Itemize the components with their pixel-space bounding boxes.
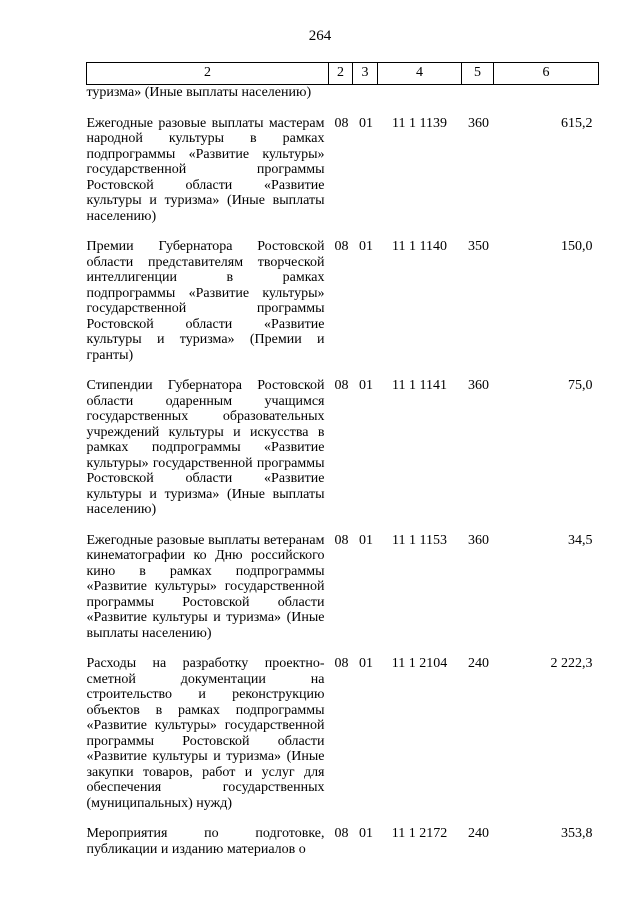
header-cell-amount: 6 xyxy=(494,63,599,85)
row-expense-type: 360 xyxy=(468,115,489,131)
row-amount: 353,8 xyxy=(561,826,593,841)
row-expense-type: 240 xyxy=(468,656,489,671)
page-number: 264 xyxy=(308,28,332,44)
header-cell-target-item: 4 xyxy=(378,63,462,85)
row-amount: 150,0 xyxy=(561,239,593,254)
row-section: 08 xyxy=(334,239,349,254)
row-subsection: 01 xyxy=(359,656,373,671)
row-expense-type: 360 xyxy=(468,378,489,393)
row-target-item: 11 1 2172 xyxy=(391,826,448,841)
header-cell-name: 2 xyxy=(87,63,329,85)
table-row xyxy=(87,378,599,518)
row-name: Стипендии Губернатора Ростовской области одаренным учащимся государственных образовательных учреждений культуры и искусства в рамках подпрограммы «Развитие культуры» государственной программы Ростовской области «Развитие культуры и туризма» (Иные выплаты населению) xyxy=(86,378,325,517)
table-row xyxy=(87,116,599,225)
row-target-item: 11 1 1139 xyxy=(392,115,447,131)
row-name: туризма» (Иные выплаты населению) xyxy=(86,85,312,100)
header-cell-section: 2 xyxy=(329,63,353,85)
row-subsection: 01 xyxy=(359,826,373,841)
row-subsection: 01 xyxy=(359,239,373,254)
table-row xyxy=(87,239,599,363)
row-expense-type: 350 xyxy=(468,239,489,254)
row-subsection: 01 xyxy=(359,115,373,131)
row-section: 08 xyxy=(334,378,349,393)
row-section: 08 xyxy=(334,656,349,671)
row-section: 08 xyxy=(334,826,349,841)
table-row xyxy=(87,656,599,811)
row-amount: 34,5 xyxy=(568,532,593,548)
table-row xyxy=(87,533,599,642)
row-expense-type: 360 xyxy=(468,532,489,548)
row-section: 08 xyxy=(334,115,349,131)
budget-table xyxy=(86,62,599,857)
row-subsection: 01 xyxy=(359,532,373,548)
row-subsection: 01 xyxy=(359,378,373,393)
header-cell-expense-type: 5 xyxy=(462,63,494,85)
table-row xyxy=(87,826,599,857)
row-amount: 75,0 xyxy=(568,378,593,393)
header-cell-subsection: 3 xyxy=(353,63,378,85)
row-amount: 615,2 xyxy=(561,115,593,131)
row-target-item: 11 1 1153 xyxy=(392,532,447,548)
row-name: Ежегодные разовые выплаты ветеранам кинематографии ко Дню российского кино в рамках подпрограммы «Развитие культуры» государственной программы Ростовской области «Развитие культуры и туризма» (Иные выплаты населению) xyxy=(86,532,325,641)
header-row xyxy=(87,63,599,85)
row-target-item: 11 1 1141 xyxy=(392,378,447,393)
row-section: 08 xyxy=(334,532,349,548)
row-name: Мероприятия по подготовке, публикации и изданию материалов о xyxy=(86,826,325,857)
row-expense-type: 240 xyxy=(468,826,489,841)
row-target-item: 11 1 1140 xyxy=(392,239,447,254)
row-name: Расходы на разработку проектно-сметной документации на строительство и реконструкцию объектов в рамках подпрограммы «Развитие культуры» государственной программы Ростовской области «Развитие культуры и туризма» (Иные закупки товаров, работ и услуг для обеспечения государственных (муниципальных) нужд) xyxy=(86,656,325,811)
row-name: Ежегодные разовые выплаты мастерам народной культуры в рамках подпрограммы «Развитие культуры» государственной программы Ростовской области «Развитие культуры и туризма» (Иные выплаты населению) xyxy=(86,115,325,224)
row-name: Премии Губернатора Ростовской области представителям творческой интеллигенции в рамках подпрограммы «Развитие культуры» государственной программы Ростовской области «Развитие культуры и туризма» (Премии и гранты) xyxy=(86,239,325,363)
row-target-item: 11 1 2104 xyxy=(391,656,448,671)
table-row-continuation xyxy=(87,85,599,101)
row-amount: 2 222,3 xyxy=(550,656,593,671)
